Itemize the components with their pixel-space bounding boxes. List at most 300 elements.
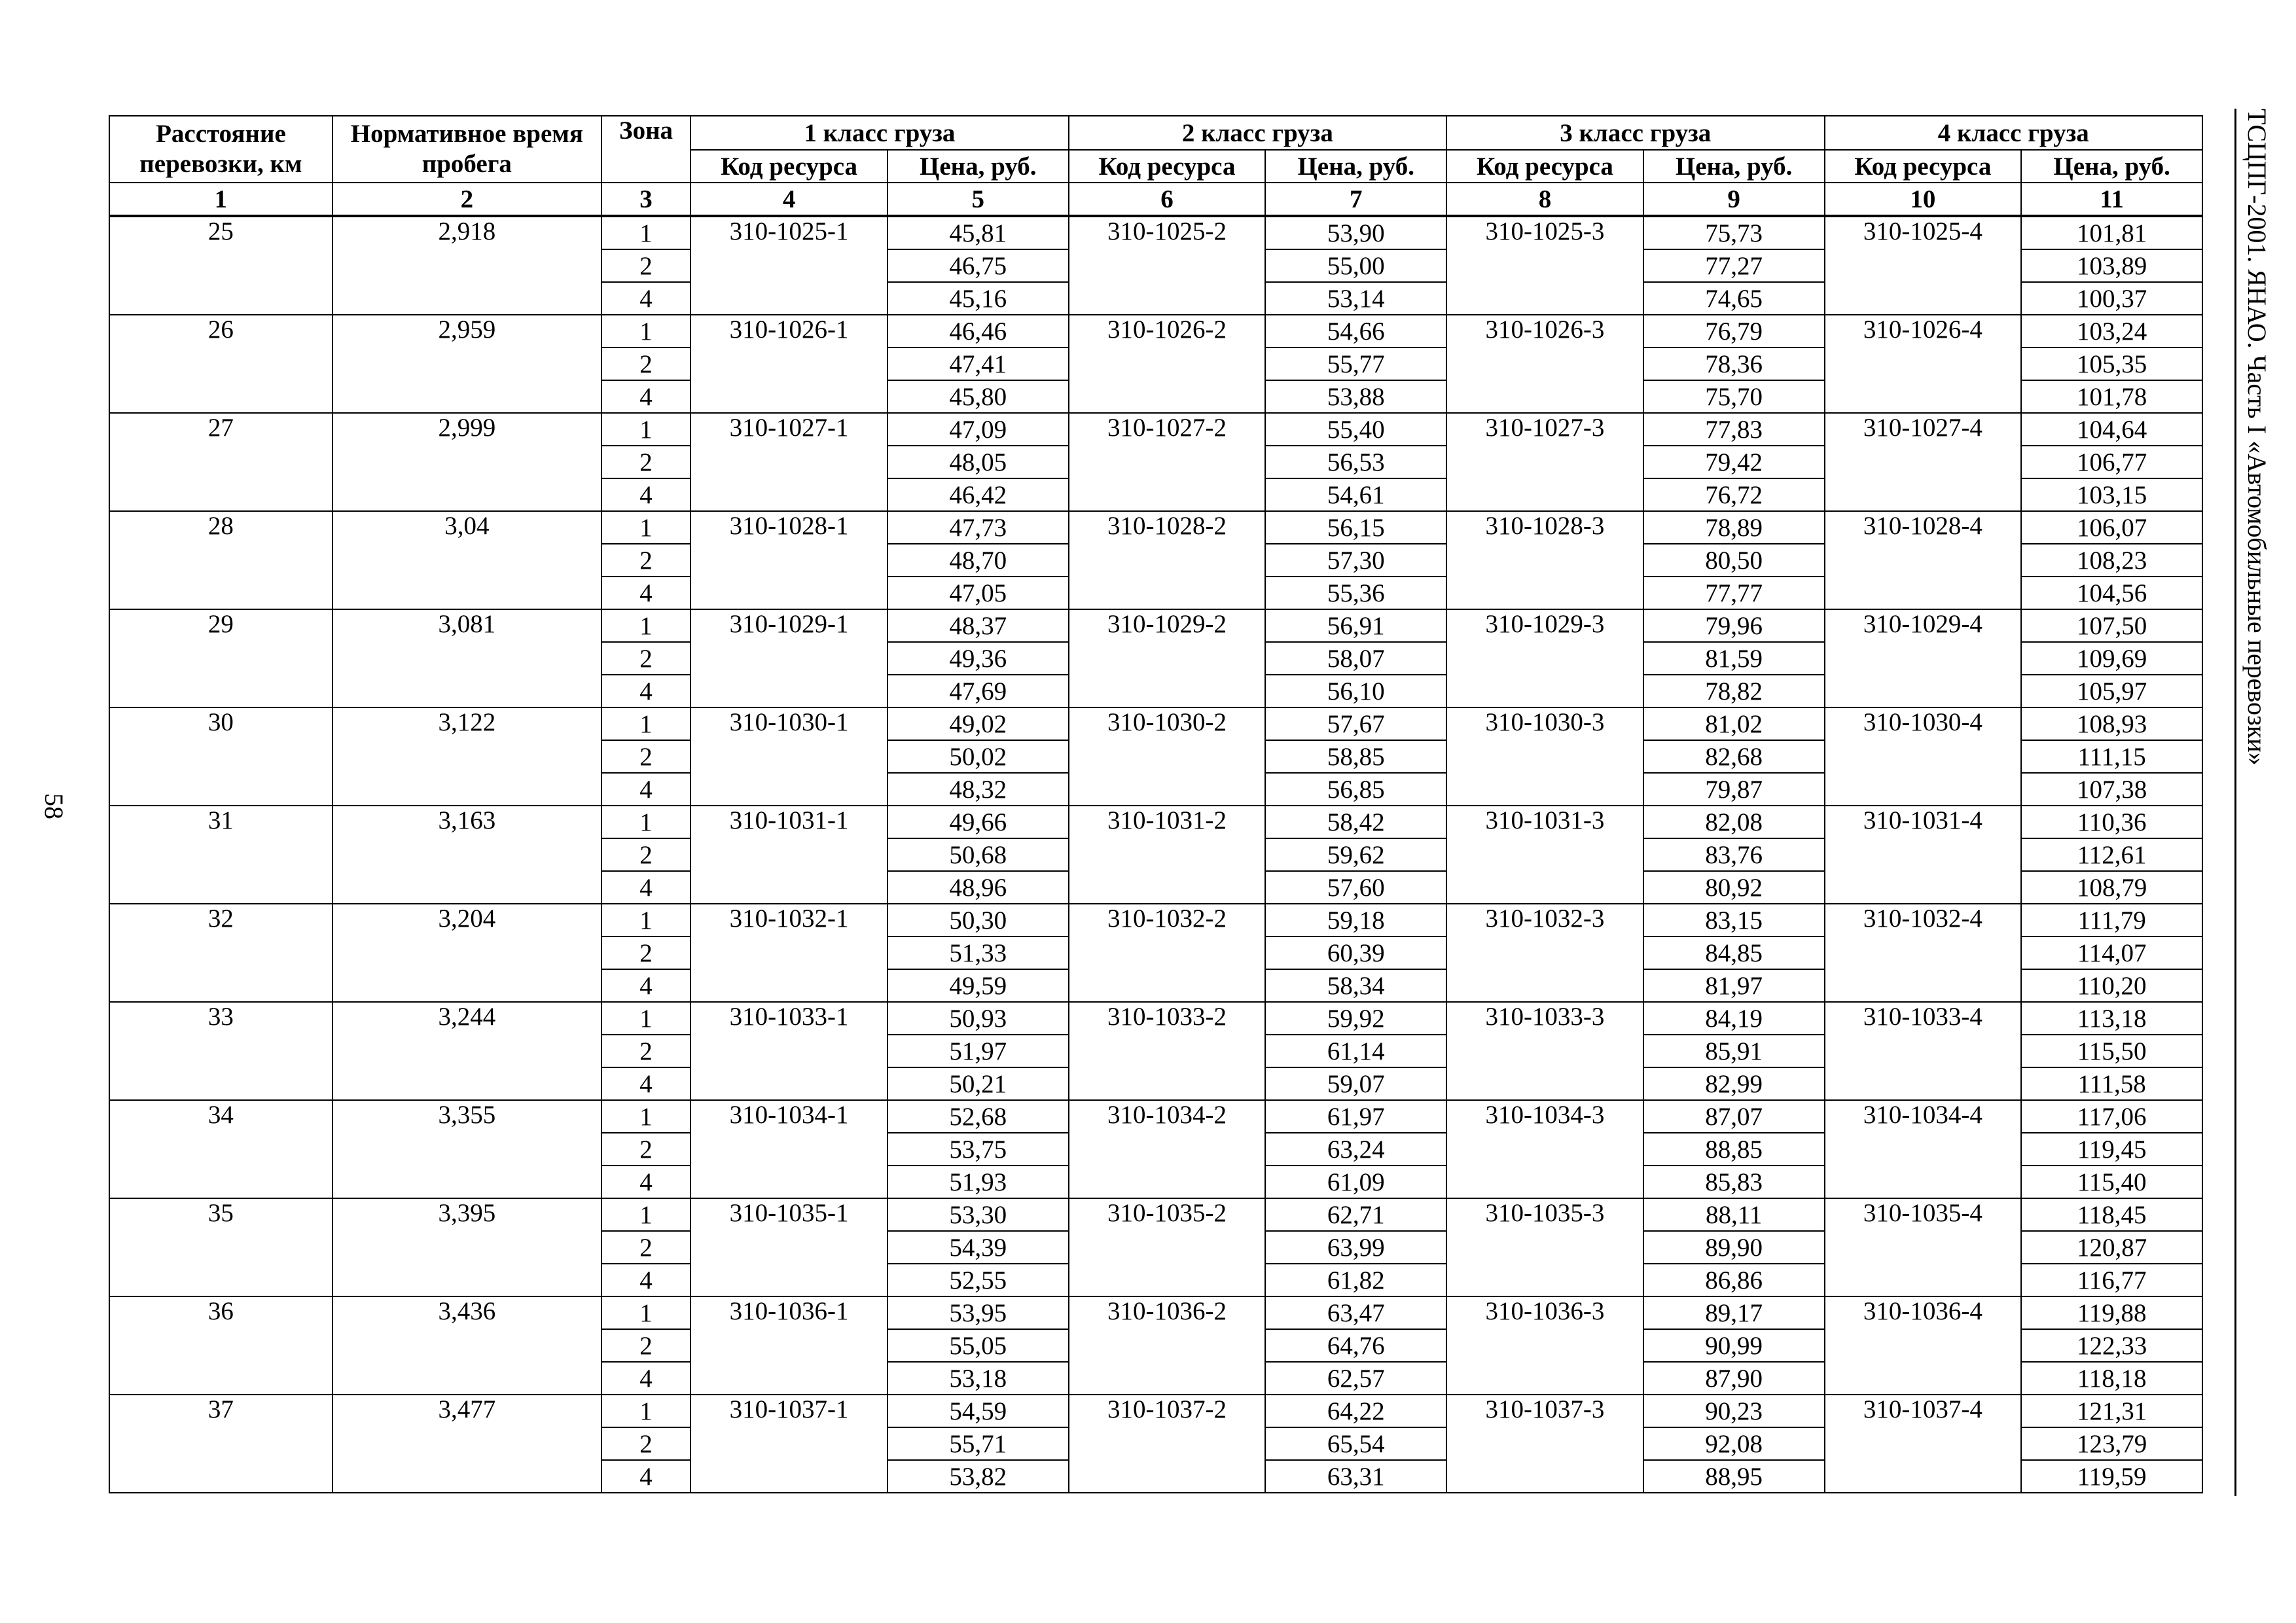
table-header — [109, 116, 2202, 216]
price-cell: 60,39 — [1265, 936, 1446, 969]
price-cell: 49,66 — [888, 806, 1069, 838]
price-cell: 47,69 — [888, 675, 1069, 707]
price-cell: 115,40 — [2021, 1166, 2202, 1198]
zone-cell: 4 — [601, 1264, 691, 1296]
column-number: 10 — [1825, 183, 2022, 216]
travel-time-cell: 3,395 — [332, 1198, 601, 1296]
price-cell: 62,71 — [1265, 1198, 1446, 1231]
column-number: 4 — [691, 183, 888, 216]
resource-code-cell: 310-1029-3 — [1446, 609, 1643, 707]
table-row — [109, 806, 2202, 838]
price-cell: 49,59 — [888, 969, 1069, 1002]
price-cell: 113,18 — [2021, 1002, 2202, 1035]
zone-cell: 4 — [601, 969, 691, 1002]
zone-cell: 4 — [601, 1362, 691, 1395]
resource-code-cell: 310-1026-3 — [1446, 315, 1643, 413]
price-cell: 64,22 — [1265, 1395, 1446, 1427]
resource-code-cell: 310-1037-3 — [1446, 1395, 1643, 1493]
zone-cell: 1 — [601, 1296, 691, 1329]
price-cell: 107,38 — [2021, 773, 2202, 806]
resource-code-cell: 310-1030-1 — [691, 707, 888, 806]
tariff-table — [109, 115, 2203, 1493]
price-cell: 56,91 — [1265, 609, 1446, 642]
distance-cell: 29 — [109, 609, 332, 707]
price-cell: 50,93 — [888, 1002, 1069, 1035]
price-cell: 53,14 — [1265, 282, 1446, 315]
resource-code-cell: 310-1026-4 — [1825, 315, 2022, 413]
travel-time-cell: 3,244 — [332, 1002, 601, 1100]
price-cell: 77,27 — [1643, 249, 1825, 282]
price-cell: 59,92 — [1265, 1002, 1446, 1035]
price-cell: 61,09 — [1265, 1166, 1446, 1198]
price-cell: 83,76 — [1643, 838, 1825, 871]
price-cell: 105,97 — [2021, 675, 2202, 707]
price-cell: 115,50 — [2021, 1035, 2202, 1067]
price-header: Цена, руб. — [1265, 150, 1446, 183]
price-cell: 65,54 — [1265, 1427, 1446, 1460]
distance-cell: 33 — [109, 1002, 332, 1100]
resource-code-cell: 310-1033-1 — [691, 1002, 888, 1100]
zone-cell: 2 — [601, 1133, 691, 1166]
cargo-class-3-header: 3 класс груза — [1446, 116, 1824, 150]
price-cell: 88,85 — [1643, 1133, 1825, 1166]
price-cell: 120,87 — [2021, 1231, 2202, 1264]
price-cell: 90,99 — [1643, 1329, 1825, 1362]
travel-time-cell: 3,163 — [332, 806, 601, 904]
price-cell: 92,08 — [1643, 1427, 1825, 1460]
resource-code-cell: 310-1029-2 — [1069, 609, 1266, 707]
zone-cell: 1 — [601, 216, 691, 249]
price-cell: 64,76 — [1265, 1329, 1446, 1362]
zone-cell: 1 — [601, 707, 691, 740]
travel-time-cell: 2,959 — [332, 315, 601, 413]
price-cell: 111,58 — [2021, 1067, 2202, 1100]
zone-cell: 1 — [601, 1198, 691, 1231]
travel-time-cell: 3,355 — [332, 1100, 601, 1198]
column-number: 5 — [888, 183, 1069, 216]
price-cell: 82,68 — [1643, 740, 1825, 773]
price-cell: 48,05 — [888, 446, 1069, 478]
price-cell: 119,45 — [2021, 1133, 2202, 1166]
price-cell: 46,46 — [888, 315, 1069, 348]
price-cell: 101,81 — [2021, 216, 2202, 249]
resource-code-cell: 310-1035-3 — [1446, 1198, 1643, 1296]
price-cell: 81,59 — [1643, 642, 1825, 675]
distance-cell: 36 — [109, 1296, 332, 1395]
resource-code-cell: 310-1026-2 — [1069, 315, 1266, 413]
resource-code-cell: 310-1037-1 — [691, 1395, 888, 1493]
column-number: 7 — [1265, 183, 1446, 216]
price-cell: 54,61 — [1265, 478, 1446, 511]
column-number: 2 — [332, 183, 601, 216]
table-row — [109, 413, 2202, 446]
zone-cell: 4 — [601, 577, 691, 609]
price-cell: 90,23 — [1643, 1395, 1825, 1427]
price-cell: 106,77 — [2021, 446, 2202, 478]
price-cell: 111,15 — [2021, 740, 2202, 773]
price-cell: 103,24 — [2021, 315, 2202, 348]
price-cell: 56,15 — [1265, 511, 1446, 544]
price-cell: 61,82 — [1265, 1264, 1446, 1296]
resource-code-cell: 310-1035-1 — [691, 1198, 888, 1296]
price-cell: 79,96 — [1643, 609, 1825, 642]
resource-code-cell: 310-1030-4 — [1825, 707, 2022, 806]
price-cell: 63,24 — [1265, 1133, 1446, 1166]
price-cell: 118,45 — [2021, 1198, 2202, 1231]
price-cell: 51,97 — [888, 1035, 1069, 1067]
resource-code-cell: 310-1027-3 — [1446, 413, 1643, 511]
resource-code-cell: 310-1033-4 — [1825, 1002, 2022, 1100]
resource-code-cell: 310-1025-4 — [1825, 216, 2022, 315]
resource-code-cell: 310-1032-2 — [1069, 904, 1266, 1002]
price-cell: 47,09 — [888, 413, 1069, 446]
price-cell: 45,81 — [888, 216, 1069, 249]
price-cell: 88,11 — [1643, 1198, 1825, 1231]
price-cell: 77,83 — [1643, 413, 1825, 446]
resource-code-cell: 310-1025-2 — [1069, 216, 1266, 315]
price-cell: 74,65 — [1643, 282, 1825, 315]
price-cell: 49,02 — [888, 707, 1069, 740]
table-row — [109, 904, 2202, 936]
travel-time-cell: 3,204 — [332, 904, 601, 1002]
resource-code-cell: 310-1037-4 — [1825, 1395, 2022, 1493]
distance-cell: 35 — [109, 1198, 332, 1296]
zone-cell: 2 — [601, 838, 691, 871]
price-cell: 53,88 — [1265, 380, 1446, 413]
zone-cell: 4 — [601, 1067, 691, 1100]
price-cell: 57,67 — [1265, 707, 1446, 740]
column-number-row — [109, 183, 2202, 216]
price-cell: 47,41 — [888, 348, 1069, 380]
price-cell: 103,89 — [2021, 249, 2202, 282]
table-row — [109, 315, 2202, 348]
travel-time-cell: 3,436 — [332, 1296, 601, 1395]
price-header: Цена, руб. — [2021, 150, 2202, 183]
column-number: 9 — [1643, 183, 1825, 216]
price-cell: 85,91 — [1643, 1035, 1825, 1067]
travel-time-header: Нормативное время пробега — [332, 116, 601, 183]
resource-code-cell: 310-1034-2 — [1069, 1100, 1266, 1198]
price-cell: 58,07 — [1265, 642, 1446, 675]
price-cell: 56,53 — [1265, 446, 1446, 478]
distance-cell: 26 — [109, 315, 332, 413]
zone-cell: 1 — [601, 1395, 691, 1427]
resource-code-cell: 310-1032-1 — [691, 904, 888, 1002]
column-number: 3 — [601, 183, 691, 216]
price-cell: 62,57 — [1265, 1362, 1446, 1395]
column-number: 6 — [1069, 183, 1266, 216]
travel-time-cell: 2,999 — [332, 413, 601, 511]
running-header — [2244, 109, 2270, 1496]
price-cell: 58,34 — [1265, 969, 1446, 1002]
zone-cell: 4 — [601, 1166, 691, 1198]
table-row — [109, 1296, 2202, 1329]
resource-code-cell: 310-1029-4 — [1825, 609, 2022, 707]
distance-cell: 25 — [109, 216, 332, 315]
price-cell: 48,70 — [888, 544, 1069, 577]
price-cell: 54,66 — [1265, 315, 1446, 348]
price-cell: 105,35 — [2021, 348, 2202, 380]
price-cell: 58,42 — [1265, 806, 1446, 838]
price-cell: 56,10 — [1265, 675, 1446, 707]
resource-code-cell: 310-1037-2 — [1069, 1395, 1266, 1493]
distance-cell: 30 — [109, 707, 332, 806]
price-cell: 53,18 — [888, 1362, 1069, 1395]
zone-cell: 1 — [601, 806, 691, 838]
price-cell: 63,99 — [1265, 1231, 1446, 1264]
resource-code-cell: 310-1032-4 — [1825, 904, 2022, 1002]
price-header: Цена, руб. — [888, 150, 1069, 183]
zone-cell: 2 — [601, 936, 691, 969]
column-number: 8 — [1446, 183, 1643, 216]
price-cell: 55,71 — [888, 1427, 1069, 1460]
travel-time-cell: 3,04 — [332, 511, 601, 609]
price-cell: 106,07 — [2021, 511, 2202, 544]
price-cell: 114,07 — [2021, 936, 2202, 969]
price-cell: 87,07 — [1643, 1100, 1825, 1133]
table-row — [109, 511, 2202, 544]
price-cell: 82,99 — [1643, 1067, 1825, 1100]
zone-cell: 4 — [601, 773, 691, 806]
running-header-text: ТСЦПГ-2001. ЯНАО. Часть I «Автомобильные перевозки» — [2242, 109, 2272, 766]
price-cell: 46,42 — [888, 478, 1069, 511]
zone-cell: 4 — [601, 380, 691, 413]
distance-cell: 32 — [109, 904, 332, 1002]
price-cell: 54,39 — [888, 1231, 1069, 1264]
travel-time-cell: 3,122 — [332, 707, 601, 806]
zone-cell: 4 — [601, 871, 691, 904]
resource-code-cell: 310-1028-1 — [691, 511, 888, 609]
price-cell: 56,85 — [1265, 773, 1446, 806]
zone-cell: 2 — [601, 740, 691, 773]
price-cell: 55,00 — [1265, 249, 1446, 282]
price-cell: 76,72 — [1643, 478, 1825, 511]
resource-code-cell: 310-1031-1 — [691, 806, 888, 904]
price-cell: 89,90 — [1643, 1231, 1825, 1264]
resource-code-cell: 310-1027-1 — [691, 413, 888, 511]
resource-code-cell: 310-1028-3 — [1446, 511, 1643, 609]
price-cell: 52,55 — [888, 1264, 1069, 1296]
distance-cell: 37 — [109, 1395, 332, 1493]
price-cell: 78,89 — [1643, 511, 1825, 544]
table-row — [109, 707, 2202, 740]
travel-time-cell: 2,918 — [332, 216, 601, 315]
price-cell: 87,90 — [1643, 1362, 1825, 1395]
price-cell: 47,73 — [888, 511, 1069, 544]
zone-cell: 2 — [601, 1231, 691, 1264]
cargo-class-4-header: 4 класс груза — [1825, 116, 2203, 150]
distance-cell: 34 — [109, 1100, 332, 1198]
resource-code-cell: 310-1032-3 — [1446, 904, 1643, 1002]
zone-cell: 2 — [601, 249, 691, 282]
price-cell: 54,59 — [888, 1395, 1069, 1427]
price-cell: 53,95 — [888, 1296, 1069, 1329]
zone-cell: 2 — [601, 1329, 691, 1362]
price-cell: 104,64 — [2021, 413, 2202, 446]
price-cell: 49,36 — [888, 642, 1069, 675]
price-cell: 50,02 — [888, 740, 1069, 773]
resource-code-cell: 310-1036-3 — [1446, 1296, 1643, 1395]
resource-code-cell: 310-1027-2 — [1069, 413, 1266, 511]
resource-code-cell: 310-1034-4 — [1825, 1100, 2022, 1198]
zone-cell: 1 — [601, 315, 691, 348]
price-cell: 108,93 — [2021, 707, 2202, 740]
price-cell: 86,86 — [1643, 1264, 1825, 1296]
resource-code-cell: 310-1026-1 — [691, 315, 888, 413]
price-cell: 79,87 — [1643, 773, 1825, 806]
zone-cell: 4 — [601, 675, 691, 707]
price-cell: 48,32 — [888, 773, 1069, 806]
price-cell: 111,79 — [2021, 904, 2202, 936]
zone-cell: 1 — [601, 609, 691, 642]
distance-header: Расстояние перевозки, км — [109, 116, 332, 183]
resource-code-header: Код ресурса — [1069, 150, 1266, 183]
zone-header: Зона — [601, 116, 691, 183]
price-cell: 59,18 — [1265, 904, 1446, 936]
price-cell: 79,42 — [1643, 446, 1825, 478]
price-cell: 55,36 — [1265, 577, 1446, 609]
resource-code-cell: 310-1028-2 — [1069, 511, 1266, 609]
price-cell: 108,23 — [2021, 544, 2202, 577]
resource-code-cell: 310-1030-3 — [1446, 707, 1643, 806]
resource-code-cell: 310-1030-2 — [1069, 707, 1266, 806]
resource-code-cell: 310-1036-1 — [691, 1296, 888, 1395]
price-cell: 103,15 — [2021, 478, 2202, 511]
price-cell: 58,85 — [1265, 740, 1446, 773]
price-cell: 78,36 — [1643, 348, 1825, 380]
table-row — [109, 1395, 2202, 1427]
zone-cell: 2 — [601, 348, 691, 380]
price-cell: 84,85 — [1643, 936, 1825, 969]
price-cell: 53,75 — [888, 1133, 1069, 1166]
resource-code-header: Код ресурса — [1446, 150, 1643, 183]
price-cell: 57,60 — [1265, 871, 1446, 904]
zone-cell: 4 — [601, 1460, 691, 1493]
resource-code-cell: 310-1025-1 — [691, 216, 888, 315]
resource-code-cell: 310-1029-1 — [691, 609, 888, 707]
resource-code-cell: 310-1035-4 — [1825, 1198, 2022, 1296]
price-cell: 53,90 — [1265, 216, 1446, 249]
price-cell: 101,78 — [2021, 380, 2202, 413]
table-row — [109, 1002, 2202, 1035]
price-cell: 51,33 — [888, 936, 1069, 969]
zone-cell: 1 — [601, 1100, 691, 1133]
resource-code-cell: 310-1035-2 — [1069, 1198, 1266, 1296]
price-cell: 75,70 — [1643, 380, 1825, 413]
price-cell: 50,68 — [888, 838, 1069, 871]
resource-code-cell: 310-1034-1 — [691, 1100, 888, 1198]
travel-time-cell: 3,081 — [332, 609, 601, 707]
price-cell: 55,05 — [888, 1329, 1069, 1362]
zone-cell: 2 — [601, 544, 691, 577]
resource-code-cell: 310-1033-2 — [1069, 1002, 1266, 1100]
price-cell: 116,77 — [2021, 1264, 2202, 1296]
price-cell: 80,92 — [1643, 871, 1825, 904]
price-cell: 55,40 — [1265, 413, 1446, 446]
price-cell: 119,59 — [2021, 1460, 2202, 1493]
price-cell: 81,02 — [1643, 707, 1825, 740]
price-cell: 45,16 — [888, 282, 1069, 315]
price-cell: 50,21 — [888, 1067, 1069, 1100]
price-cell: 46,75 — [888, 249, 1069, 282]
resource-code-cell: 310-1031-2 — [1069, 806, 1266, 904]
zone-cell: 2 — [601, 1427, 691, 1460]
zone-cell: 2 — [601, 642, 691, 675]
resource-code-cell: 310-1025-3 — [1446, 216, 1643, 315]
cargo-class-1-header: 1 класс груза — [691, 116, 1068, 150]
zone-cell: 1 — [601, 413, 691, 446]
price-cell: 61,97 — [1265, 1100, 1446, 1133]
zone-cell: 2 — [601, 1035, 691, 1067]
price-cell: 100,37 — [2021, 282, 2202, 315]
resource-code-header: Код ресурса — [691, 150, 888, 183]
price-cell: 110,20 — [2021, 969, 2202, 1002]
price-cell: 53,30 — [888, 1198, 1069, 1231]
cargo-class-2-header: 2 класс груза — [1069, 116, 1446, 150]
price-cell: 45,80 — [888, 380, 1069, 413]
price-cell: 55,77 — [1265, 348, 1446, 380]
price-cell: 108,79 — [2021, 871, 2202, 904]
resource-code-cell: 310-1033-3 — [1446, 1002, 1643, 1100]
price-cell: 85,83 — [1643, 1166, 1825, 1198]
travel-time-cell: 3,477 — [332, 1395, 601, 1493]
distance-cell: 27 — [109, 413, 332, 511]
price-cell: 109,69 — [2021, 642, 2202, 675]
zone-cell: 4 — [601, 282, 691, 315]
price-cell: 83,15 — [1643, 904, 1825, 936]
price-cell: 57,30 — [1265, 544, 1446, 577]
price-cell: 48,37 — [888, 609, 1069, 642]
price-cell: 107,50 — [2021, 609, 2202, 642]
table-row — [109, 1100, 2202, 1133]
zone-cell: 4 — [601, 478, 691, 511]
price-cell: 48,96 — [888, 871, 1069, 904]
resource-code-cell: 310-1034-3 — [1446, 1100, 1643, 1198]
price-cell: 84,19 — [1643, 1002, 1825, 1035]
price-cell: 122,33 — [2021, 1329, 2202, 1362]
header-rule — [2234, 109, 2236, 1496]
price-cell: 59,07 — [1265, 1067, 1446, 1100]
price-cell: 121,31 — [2021, 1395, 2202, 1427]
table-body — [109, 216, 2202, 1493]
price-cell: 118,18 — [2021, 1362, 2202, 1395]
column-number: 11 — [2021, 183, 2202, 216]
price-cell: 110,36 — [2021, 806, 2202, 838]
zone-cell: 2 — [601, 446, 691, 478]
price-cell: 82,08 — [1643, 806, 1825, 838]
price-cell: 50,30 — [888, 904, 1069, 936]
price-cell: 88,95 — [1643, 1460, 1825, 1493]
price-cell: 51,93 — [888, 1166, 1069, 1198]
resource-code-cell: 310-1031-4 — [1825, 806, 2022, 904]
distance-cell: 31 — [109, 806, 332, 904]
price-cell: 59,62 — [1265, 838, 1446, 871]
resource-code-cell: 310-1028-4 — [1825, 511, 2022, 609]
price-cell: 104,56 — [2021, 577, 2202, 609]
price-cell: 63,31 — [1265, 1460, 1446, 1493]
table-row — [109, 216, 2202, 249]
page-number: 58 — [39, 793, 69, 819]
resource-code-cell: 310-1031-3 — [1446, 806, 1643, 904]
table-row — [109, 1198, 2202, 1231]
price-cell: 78,82 — [1643, 675, 1825, 707]
price-header: Цена, руб. — [1643, 150, 1825, 183]
price-cell: 63,47 — [1265, 1296, 1446, 1329]
price-cell: 61,14 — [1265, 1035, 1446, 1067]
price-cell: 119,88 — [2021, 1296, 2202, 1329]
price-cell: 123,79 — [2021, 1427, 2202, 1460]
zone-cell: 1 — [601, 904, 691, 936]
